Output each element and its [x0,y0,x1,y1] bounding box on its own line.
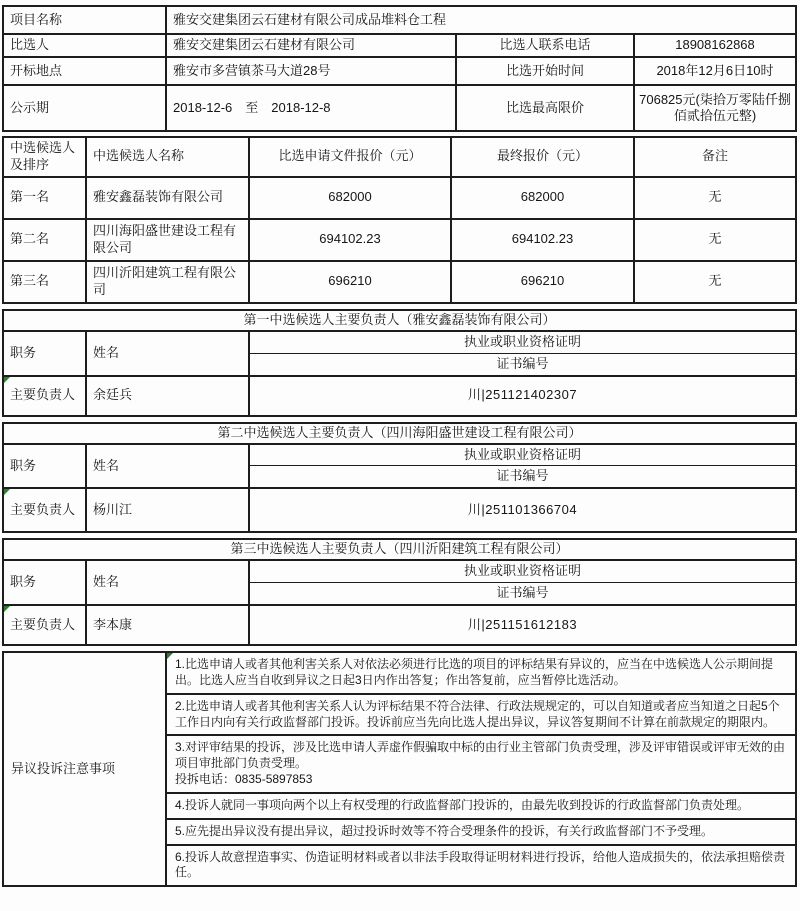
remark-column-header: 备注 [634,137,796,177]
project-name-value: 雅安交建集团云石建材有限公司成品堆料仓工程 [166,6,796,34]
candidate-rank: 第三名 [3,261,86,303]
duty-header: 职务 [3,444,86,489]
candidate-name: 四川海阳盛世建设工程有限公司 [86,219,249,261]
principal-section-3 [2,538,797,646]
duty-header: 职务 [3,331,86,376]
candidates-table [2,136,797,304]
note-item-5 [166,819,796,845]
candidate-rank: 第一名 [3,177,86,219]
rank-column-header: 中选候选人及排序 [3,137,86,177]
venue-label: 开标地点 [3,57,166,85]
note-phone-line: 投拆电话：0835-5897853 [175,772,313,787]
publicity-period-value: 2018-12-6 至 2018-12-8 [166,85,456,131]
bidder-label: 比选人 [3,34,166,57]
publicity-period-label: 公示期 [3,85,166,131]
principal-section-title: 第一中选候选人主要负责人（雅安鑫磊装饰有限公司） [3,310,796,331]
contact-phone-label: 比选人联系电话 [456,34,634,57]
note-text: 1.比选申请人或者其他利害关系人对依法必须进行比选的项目的评标结果有异议的，应当在中选候选人公示期间提出。比选人应当自收到异议之日起3日内作出答复；作出答复前，应当暂停比选活动。 [175,657,774,687]
candidate-final: 696210 [451,261,634,303]
candidate-bid: 694102.23 [249,219,451,261]
complaint-notes-table [2,651,797,887]
principal-name: 余廷兵 [86,376,249,416]
principal-section-title: 第三中选候选人主要负责人（四川沂阳建筑工程有限公司） [3,539,796,560]
principal-section-1 [2,309,797,417]
principal-section-2 [2,422,797,534]
candidate-name: 雅安鑫磊装饰有限公司 [86,177,249,219]
cert-header: 执业或职业资格证明 [249,444,796,466]
final-column-header: 最终报价（元） [451,137,634,177]
bid-column-header: 比选申请文件报价（元） [249,137,451,177]
cert-sub-header: 证书编号 [249,353,796,375]
cert-sub-header: 证书编号 [249,583,796,605]
candidate-final: 682000 [451,177,634,219]
principal-section-title: 第二中选候选人主要负责人（四川海阳盛世建设工程有限公司） [3,423,796,444]
contact-phone-value: 18908162868 [634,34,796,57]
candidate-rank: 第二名 [3,219,86,261]
candidate-remark: 无 [634,261,796,303]
name-header: 姓名 [86,444,249,489]
price-ceiling-value: 706825元(柒拾万零陆仟捌佰贰拾伍元整) [634,85,796,131]
principal-duty: 主要负责人 [3,488,86,532]
duty-header: 职务 [3,560,86,605]
cert-header: 执业或职业资格证明 [249,560,796,582]
principal-name: 李本康 [86,605,249,645]
candidate-row [3,219,796,261]
note-text: 6.投诉人故意捏造事实、伪造证明材料或者以非法手段取得证明材料进行投诉，给他人造成损失的，依法承担赔偿责任。 [175,849,786,880]
candidate-final: 694102.23 [451,219,634,261]
cert-sub-header: 证书编号 [249,466,796,488]
note-text: 3.对评审结果的投诉，涉及比选申请人弄虚作假骗取中标的由行业主管部门负责受理，涉及评审错误或评审无效的由项目审批部门负责受理。 [175,740,786,771]
candidate-row [3,261,796,303]
start-time-label: 比选开始时间 [456,57,634,85]
project-name-label: 项目名称 [3,6,166,34]
principal-cert-number: 川|251151612183 [249,605,796,645]
note-item-4 [166,793,796,819]
note-item-3 [166,735,796,792]
principal-name: 杨川江 [86,488,249,532]
principal-duty: 主要负责人 [3,605,86,645]
name-header: 姓名 [86,331,249,376]
candidate-remark: 无 [634,219,796,261]
candidate-bid: 682000 [249,177,451,219]
note-text: 2.比选申请人或者其他利害关系人认为评标结果不符合法律、行政法规规定的，可以自知道或者应当知道之日起5个工作日内向有关行政监督部门投诉。投诉前应当先向比选人提出异议，异议答复期间不计算在前款规定的期限内。 [175,698,780,729]
name-column-header: 中选候选人名称 [86,137,249,177]
candidate-row [3,177,796,219]
cert-header: 执业或职业资格证明 [249,331,796,353]
note-item-1 [166,652,796,694]
bidder-value: 雅安交建集团云石建材有限公司 [166,34,456,57]
project-info-table [2,5,797,132]
candidate-bid: 696210 [249,261,451,303]
candidates-header-row [3,137,796,177]
complaint-notes-label: 异议投诉注意事项 [3,652,166,886]
candidate-name: 四川沂阳建筑工程有限公司 [86,261,249,303]
price-ceiling-label: 比选最高限价 [456,85,634,131]
name-header: 姓名 [86,560,249,605]
principal-duty: 主要负责人 [3,376,86,416]
candidate-remark: 无 [634,177,796,219]
principal-cert-number: 川|251121402307 [249,376,796,416]
venue-value: 雅安市多营镇茶马大道28号 [166,57,456,85]
note-text: 4.投诉人就同一事项向两个以上有权受理的行政监督部门投诉的，由最先收到投诉的行政监督部门负责处理。 [175,797,750,812]
note-item-2 [166,694,796,736]
start-time-value: 2018年12月6日10时 [634,57,796,85]
note-item-6 [166,845,796,887]
principal-cert-number: 川|251101366704 [249,488,796,532]
note-text: 5.应先提出异议没有提出异议，超过投诉时效等不符合受理条件的投诉，有关行政监督部门不予受理。 [175,823,714,838]
